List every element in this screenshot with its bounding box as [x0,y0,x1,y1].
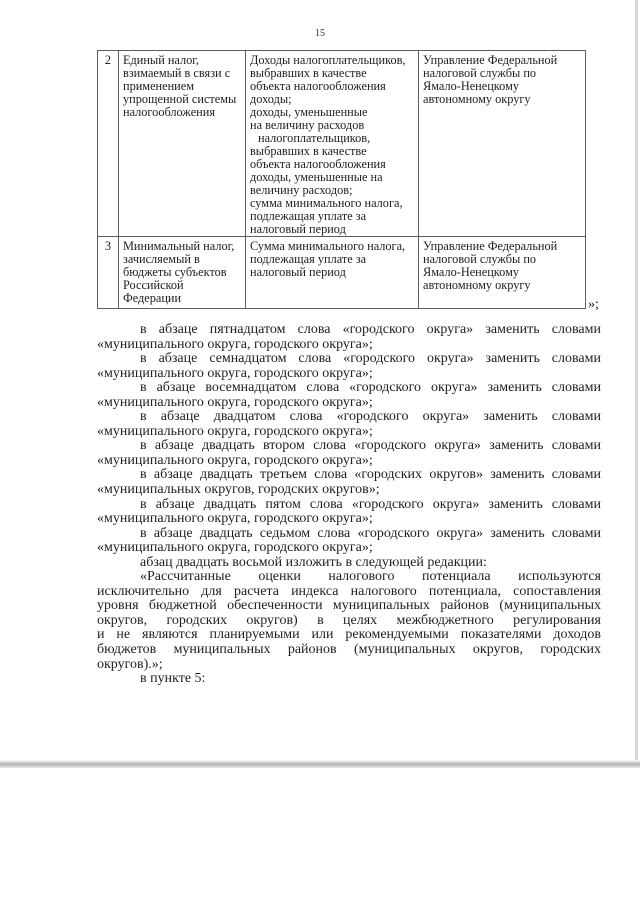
cell-line: налоговой службы по [423,252,537,266]
paragraph-line: «муниципального округа, городского округа»; [97,452,373,468]
cell-line: автономному округу [423,92,531,106]
page-number: 15 [315,28,325,39]
cell-line: на величину расходов [250,118,365,132]
cell-line: бюджеты субъектов [123,265,227,279]
body-text [97,323,601,687]
paragraph-line: в абзаце восемнадцатом слова «городского округа» заменить словами [140,380,601,396]
tax-name-cell [119,237,246,309]
cell-line: Сумма минимального налога, [250,239,406,253]
table-closing-mark: »; [588,297,599,312]
quote-line: и не являются планируемыми или рекомендуемыми показателями доходов [97,627,601,643]
paragraph-line: в абзаце пятнадцатом слова «городского округа» заменить словами [140,322,601,337]
cell-line: сумма минимального налога, [250,196,403,210]
cell-line: величину расходов; [250,183,353,197]
cell-line: доходы, уменьшенные на [250,170,383,184]
paragraph-line: в абзаце двадцать седьмом слова «городского округа» заменить словами [140,525,601,541]
revenue-cell [246,237,419,309]
cell-line: доходы; [250,92,292,106]
administrator-cell [419,51,586,237]
paragraph-line: в абзаце двадцать втором слова «городского округа» заменить словами [140,438,601,454]
administrator-cell [419,237,586,309]
cell-line: доходы, уменьшенные [250,105,368,119]
cell-line: взимаемый в связи с [123,66,231,80]
quote-line: округов).»; [97,656,163,672]
paragraph-line: «муниципальных округов, городских округов»; [97,482,380,498]
cell-line: подлежащая уплате за [250,209,367,223]
cell-line: налоговый период [250,222,346,236]
revenue-cell [246,51,419,237]
paragraph-line: в пункте 5: [140,671,206,687]
quote-line: округов, городских округов) в целях межбюджетного регулирования [97,612,601,628]
quote-line: уровня бюджетной обеспеченности муниципальных районов (муниципальных [97,598,601,614]
scan-edge [635,0,638,762]
paragraph-line: «муниципального округа, городского округа»; [97,540,373,556]
cell-line: автономному округу [423,278,531,292]
cell-line: упрощенной системы [123,92,237,106]
table-row [98,51,586,237]
cell-line: Доходы налогоплательщиков, [250,53,406,67]
row-number: 3 [104,239,112,253]
row-number: 2 [104,53,112,67]
tax-table [97,50,586,309]
cell-line: Ямало-Ненецкому [423,79,519,93]
paragraph-line: «муниципального округа, городского округа»; [97,394,373,410]
cell-line: Ямало-Ненецкому [423,265,519,279]
scan-bottom-shadow [0,760,640,768]
paragraph-line: абзац двадцать восьмой изложить в следующей редакции: [140,554,487,570]
paragraph-line: «муниципального округа, городского округа»; [97,511,373,527]
table-row [98,237,586,309]
cell-line: подлежащая уплате за [250,252,367,266]
cell-line: Российской [123,278,184,292]
paragraph-line: в абзаце двадцать третьем слова «городских округов» заменить словами [140,467,601,483]
cell-line: Единый налог, [123,53,200,67]
paragraph-line: «муниципального округа, городского округа»; [97,365,373,381]
cell-line: Управление Федеральной [423,53,558,67]
paragraph-line: «муниципального округа, городского округа»; [97,336,373,352]
cell-line: налогообложения [123,105,216,119]
cell-line: Управление Федеральной [423,239,558,253]
cell-line: налогоплательщиков, [258,131,371,145]
cell-line: объекта налогообложения [250,79,386,93]
quote-line: бюджетов муниципальных районов (муниципальных округов, городских [97,642,601,658]
row-number-cell [98,237,119,309]
cell-line: зачисляемый в [123,252,200,266]
cell-line: применением [123,79,194,93]
cell-line: Минимальный налог, [123,239,235,253]
paragraph-line: в абзаце двадцать пятом слова «городского округа» заменить словами [140,496,601,512]
quote-line: «Рассчитанные оценки налогового потенциала используются [140,569,601,585]
cell-line: выбравших в качестве [250,144,367,158]
paragraph-line: «муниципального округа, городского округа»; [97,423,373,439]
cell-line: налоговой службы по [423,66,537,80]
paragraph-line: в абзаце двадцатом слова «городского округа» заменить словами [140,409,601,425]
tax-name-cell [119,51,246,237]
cell-line: налоговый период [250,265,346,279]
paragraph-line: в абзаце семнадцатом слова «городского округа» заменить словами [140,351,601,367]
quote-line: исключительно для расчета индекса налогового потенциала, сопоставления [97,583,601,599]
cell-line: объекта налогообложения [250,157,386,171]
cell-line: выбравших в качестве [250,66,367,80]
row-number-cell [98,51,119,237]
cell-line: Федерации [123,291,182,305]
